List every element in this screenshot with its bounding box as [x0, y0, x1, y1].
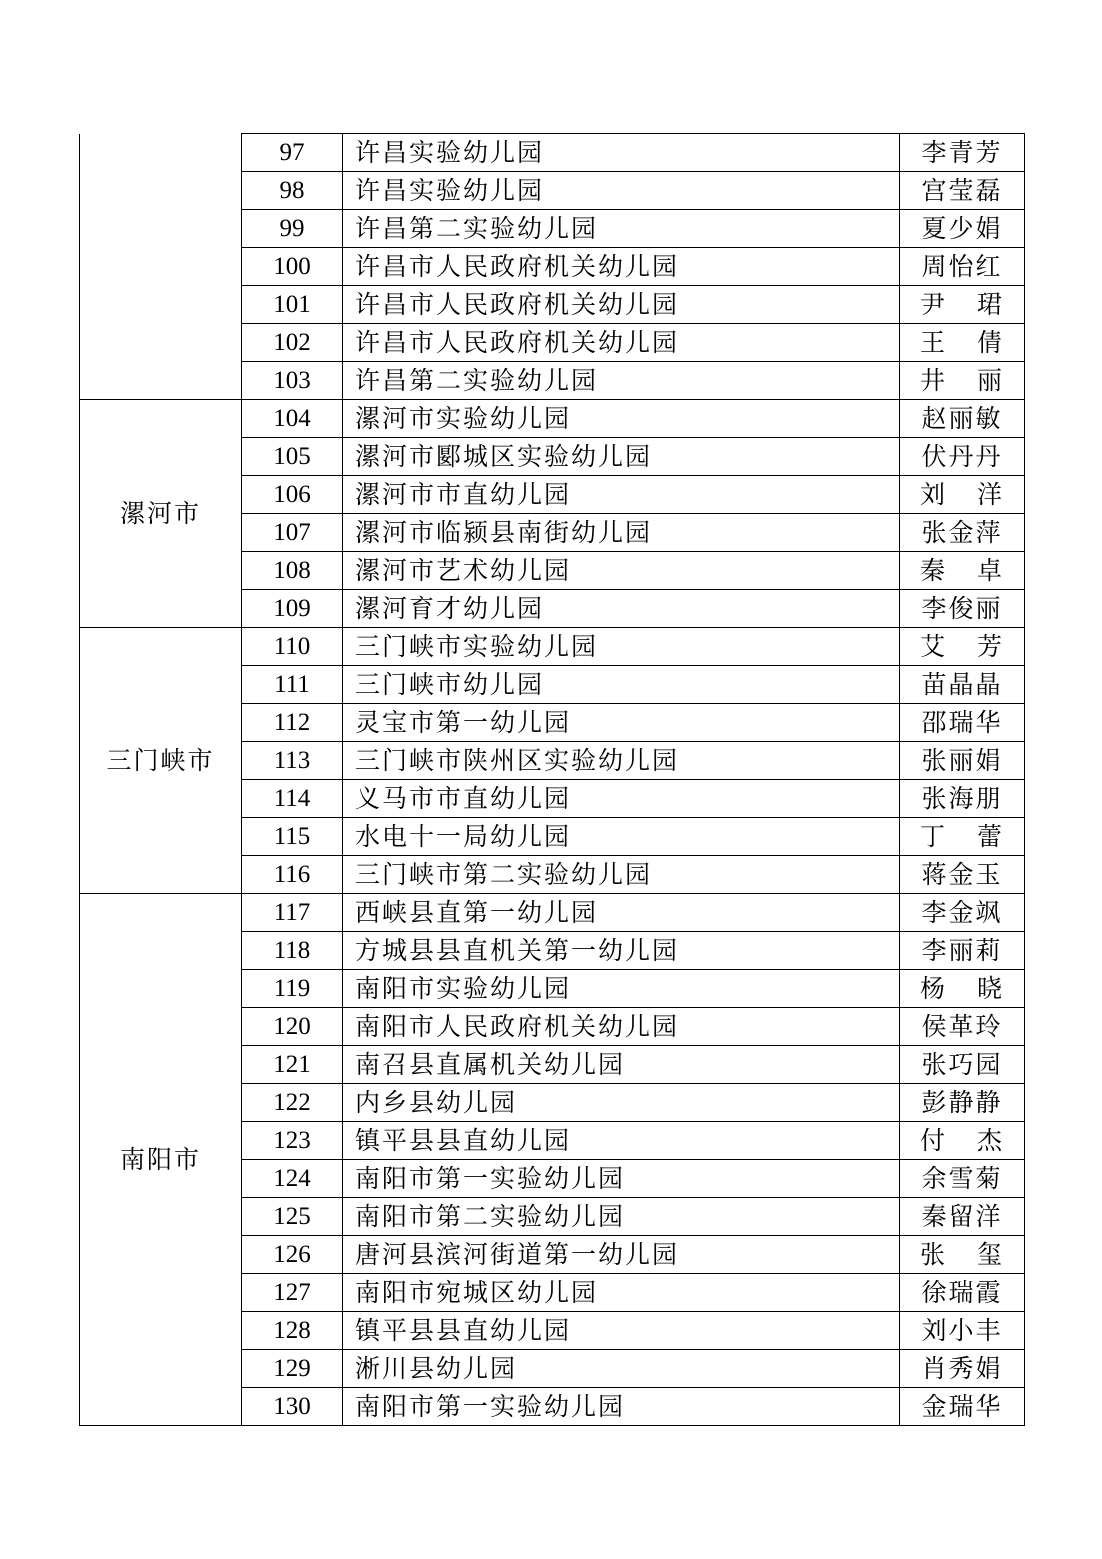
- serial-number-cell: 115: [242, 818, 343, 856]
- table-row: [80, 894, 1025, 932]
- kindergarten-name-cell: 南阳市人民政府机关幼儿园: [343, 1008, 900, 1046]
- serial-number-cell: 112: [242, 704, 343, 742]
- kindergarten-name-cell: 三门峡市陕州区实验幼儿园: [343, 742, 900, 780]
- serial-number-cell: 97: [242, 134, 343, 172]
- person-name-cell: 周怡红: [900, 248, 1025, 286]
- person-name-cell: 肖秀娟: [900, 1350, 1025, 1388]
- kindergarten-name-cell: 许昌实验幼儿园: [343, 172, 900, 210]
- kindergarten-name-cell: 许昌市人民政府机关幼儿园: [343, 248, 900, 286]
- person-name-cell: 赵丽敏: [900, 400, 1025, 438]
- person-name-cell: 张丽娟: [900, 742, 1025, 780]
- serial-number-cell: 108: [242, 552, 343, 590]
- serial-number-cell: 116: [242, 856, 343, 894]
- person-name-cell: 邵瑞华: [900, 704, 1025, 742]
- serial-number-cell: 103: [242, 362, 343, 400]
- person-name-cell: 秦 卓: [900, 552, 1025, 590]
- person-name-cell: 宫莹磊: [900, 172, 1025, 210]
- serial-number-cell: 126: [242, 1236, 343, 1274]
- person-name-cell: 李青芳: [900, 134, 1025, 172]
- serial-number-cell: 110: [242, 628, 343, 666]
- table-row: [80, 628, 1025, 666]
- table-row: [80, 134, 1025, 172]
- person-name-cell: 李金飒: [900, 894, 1025, 932]
- kindergarten-name-cell: 许昌市人民政府机关幼儿园: [343, 286, 900, 324]
- person-name-cell: 彭静静: [900, 1084, 1025, 1122]
- roster-table-body: [80, 134, 1025, 1426]
- serial-number-cell: 121: [242, 1046, 343, 1084]
- kindergarten-name-cell: 许昌市人民政府机关幼儿园: [343, 324, 900, 362]
- person-name-cell: 夏少娟: [900, 210, 1025, 248]
- serial-number-cell: 124: [242, 1160, 343, 1198]
- kindergarten-name-cell: 内乡县幼儿园: [343, 1084, 900, 1122]
- serial-number-cell: 117: [242, 894, 343, 932]
- person-name-cell: 刘小丰: [900, 1312, 1025, 1350]
- city-cell: [80, 134, 242, 400]
- serial-number-cell: 102: [242, 324, 343, 362]
- kindergarten-name-cell: 水电十一局幼儿园: [343, 818, 900, 856]
- kindergarten-name-cell: 淅川县幼儿园: [343, 1350, 900, 1388]
- person-name-cell: 王 倩: [900, 324, 1025, 362]
- person-name-cell: 杨 晓: [900, 970, 1025, 1008]
- person-name-cell: 金瑞华: [900, 1388, 1025, 1426]
- kindergarten-name-cell: 许昌第二实验幼儿园: [343, 362, 900, 400]
- kindergarten-name-cell: 漯河市艺术幼儿园: [343, 552, 900, 590]
- kindergarten-name-cell: 镇平县县直幼儿园: [343, 1312, 900, 1350]
- person-name-cell: 张海朋: [900, 780, 1025, 818]
- kindergarten-name-cell: 灵宝市第一幼儿园: [343, 704, 900, 742]
- kindergarten-name-cell: 南阳市第二实验幼儿园: [343, 1198, 900, 1236]
- person-name-cell: 秦留洋: [900, 1198, 1025, 1236]
- kindergarten-name-cell: 漯河市实验幼儿园: [343, 400, 900, 438]
- serial-number-cell: 129: [242, 1350, 343, 1388]
- person-name-cell: 尹 珺: [900, 286, 1025, 324]
- serial-number-cell: 122: [242, 1084, 343, 1122]
- kindergarten-name-cell: 漯河市市直幼儿园: [343, 476, 900, 514]
- serial-number-cell: 107: [242, 514, 343, 552]
- person-name-cell: 艾 芳: [900, 628, 1025, 666]
- kindergarten-name-cell: 镇平县县直幼儿园: [343, 1122, 900, 1160]
- serial-number-cell: 123: [242, 1122, 343, 1160]
- serial-number-cell: 127: [242, 1274, 343, 1312]
- kindergarten-name-cell: 西峡县直第一幼儿园: [343, 894, 900, 932]
- person-name-cell: 刘 洋: [900, 476, 1025, 514]
- person-name-cell: 付 杰: [900, 1122, 1025, 1160]
- serial-number-cell: 99: [242, 210, 343, 248]
- kindergarten-name-cell: 唐河县滨河街道第一幼儿园: [343, 1236, 900, 1274]
- person-name-cell: 蒋金玉: [900, 856, 1025, 894]
- serial-number-cell: 119: [242, 970, 343, 1008]
- serial-number-cell: 113: [242, 742, 343, 780]
- kindergarten-name-cell: 三门峡市第二实验幼儿园: [343, 856, 900, 894]
- serial-number-cell: 100: [242, 248, 343, 286]
- kindergarten-name-cell: 漯河市郾城区实验幼儿园: [343, 438, 900, 476]
- kindergarten-name-cell: 南阳市宛城区幼儿园: [343, 1274, 900, 1312]
- serial-number-cell: 101: [242, 286, 343, 324]
- serial-number-cell: 118: [242, 932, 343, 970]
- serial-number-cell: 109: [242, 590, 343, 628]
- person-name-cell: 伏丹丹: [900, 438, 1025, 476]
- person-name-cell: 张巧园: [900, 1046, 1025, 1084]
- kindergarten-name-cell: 南召县直属机关幼儿园: [343, 1046, 900, 1084]
- serial-number-cell: 114: [242, 780, 343, 818]
- kindergarten-name-cell: 许昌第二实验幼儿园: [343, 210, 900, 248]
- kindergarten-name-cell: 义马市市直幼儿园: [343, 780, 900, 818]
- person-name-cell: 苗晶晶: [900, 666, 1025, 704]
- person-name-cell: 张 玺: [900, 1236, 1025, 1274]
- serial-number-cell: 104: [242, 400, 343, 438]
- kindergarten-name-cell: 方城县县直机关第一幼儿园: [343, 932, 900, 970]
- person-name-cell: 徐瑞霞: [900, 1274, 1025, 1312]
- person-name-cell: 丁 蕾: [900, 818, 1025, 856]
- serial-number-cell: 125: [242, 1198, 343, 1236]
- kindergarten-name-cell: 南阳市第一实验幼儿园: [343, 1160, 900, 1198]
- table-row: [80, 400, 1025, 438]
- serial-number-cell: 105: [242, 438, 343, 476]
- kindergarten-name-cell: 三门峡市实验幼儿园: [343, 628, 900, 666]
- serial-number-cell: 120: [242, 1008, 343, 1046]
- person-name-cell: 李丽莉: [900, 932, 1025, 970]
- person-name-cell: 余雪菊: [900, 1160, 1025, 1198]
- serial-number-cell: 106: [242, 476, 343, 514]
- kindergarten-roster-table: [79, 133, 1025, 1426]
- kindergarten-name-cell: 三门峡市幼儿园: [343, 666, 900, 704]
- person-name-cell: 李俊丽: [900, 590, 1025, 628]
- kindergarten-name-cell: 漯河市临颍县南街幼儿园: [343, 514, 900, 552]
- kindergarten-name-cell: 漯河育才幼儿园: [343, 590, 900, 628]
- city-cell: 三门峡市: [80, 628, 242, 894]
- kindergarten-name-cell: 南阳市实验幼儿园: [343, 970, 900, 1008]
- serial-number-cell: 130: [242, 1388, 343, 1426]
- serial-number-cell: 128: [242, 1312, 343, 1350]
- serial-number-cell: 98: [242, 172, 343, 210]
- city-cell: 漯河市: [80, 400, 242, 628]
- serial-number-cell: 111: [242, 666, 343, 704]
- person-name-cell: 侯革玲: [900, 1008, 1025, 1046]
- kindergarten-name-cell: 许昌实验幼儿园: [343, 134, 900, 172]
- person-name-cell: 井 丽: [900, 362, 1025, 400]
- person-name-cell: 张金萍: [900, 514, 1025, 552]
- city-cell: 南阳市: [80, 894, 242, 1426]
- kindergarten-name-cell: 南阳市第一实验幼儿园: [343, 1388, 900, 1426]
